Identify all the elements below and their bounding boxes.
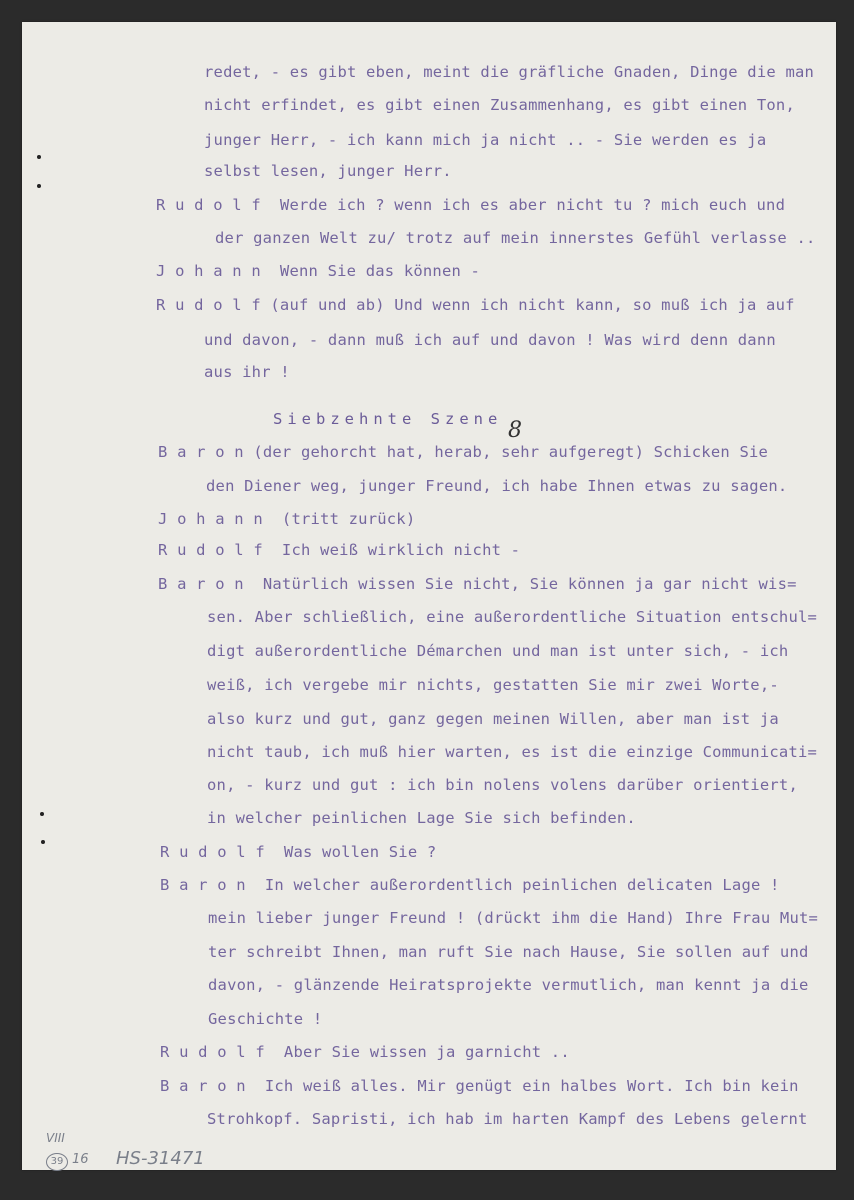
- archive-volume: VIII: [46, 1131, 65, 1145]
- text-line: junger Herr, - ich kann mich ja nicht .. - Sie werden es ja: [204, 131, 767, 149]
- text-line: redet, - es gibt eben, meint die gräfliche Gnaden, Dinge die man: [204, 63, 815, 81]
- text-line: sen. Aber schließlich, eine außerordentliche Situation entschul=: [207, 608, 818, 626]
- text-line: und davon, - dann muß ich auf und davon ! Was wird denn dann: [204, 331, 776, 349]
- speaker-line: R u d o l f Aber Sie wissen ja garnicht ..: [160, 1043, 570, 1061]
- margin-dot: [37, 184, 41, 188]
- speaker-line: J o h a n n Wenn Sie das können -: [156, 262, 481, 280]
- text-line: also kurz und gut, ganz gegen meinen Willen, aber man ist ja: [207, 710, 779, 728]
- correction-mark: 8: [508, 418, 522, 443]
- text-line: den Diener weg, junger Freund, ich habe Ihnen etwas zu sagen.: [206, 477, 788, 495]
- text-line: nicht taub, ich muß hier warten, es ist die einzige Communicati=: [207, 743, 818, 761]
- archive-signature: HS-31471: [116, 1148, 205, 1169]
- archive-page: 16: [72, 1152, 89, 1167]
- text-line: aus ihr !: [204, 363, 290, 381]
- speaker-line: B a r o n In welcher außerordentlich peinlichen delicaten Lage !: [160, 876, 780, 894]
- speaker-line: R u d o l f Werde ich ? wenn ich es aber nicht tu ? mich euch und: [156, 196, 786, 214]
- speaker-line: B a r o n Ich weiß alles. Mir genügt ein halbes Wort. Ich bin kein: [160, 1077, 799, 1095]
- speaker-line: J o h a n n (tritt zurück): [158, 510, 416, 528]
- speaker-line: R u d o l f Was wollen Sie ?: [160, 843, 437, 861]
- text-line: selbst lesen, junger Herr.: [204, 162, 452, 180]
- scene-title: Siebzehnte Szene: [273, 410, 503, 428]
- margin-dot: [41, 840, 45, 844]
- speaker-line: B a r o n (der gehorcht hat, herab, sehr aufgeregt) Schicken Sie: [158, 443, 769, 461]
- speaker-line: B a r o n Natürlich wissen Sie nicht, Sie können ja gar nicht wis=: [158, 575, 797, 593]
- text-line: Geschichte !: [208, 1010, 323, 1028]
- text-line: ter schreibt Ihnen, man ruft Sie nach Hause, Sie sollen auf und: [208, 943, 809, 961]
- text-line: nicht erfindet, es gibt einen Zusammenhang, es gibt einen Ton,: [204, 96, 795, 114]
- text-line: mein lieber junger Freund ! (drückt ihm die Hand) Ihre Frau Mut=: [208, 909, 819, 927]
- text-line: on, - kurz und gut : ich bin nolens volens darüber orientiert,: [207, 776, 798, 794]
- document-page: [22, 22, 836, 1170]
- margin-dot: [37, 155, 41, 159]
- speaker-line: R u d o l f (auf und ab) Und wenn ich nicht kann, so muß ich ja auf: [156, 296, 795, 314]
- text-line: der ganzen Welt zu/ trotz auf mein innerstes Gefühl verlasse ..: [215, 229, 816, 247]
- margin-dot: [40, 812, 44, 816]
- archive-circled-number: 39: [46, 1153, 68, 1171]
- text-line: Strohkopf. Sapristi, ich hab im harten Kampf des Lebens gelernt: [207, 1110, 808, 1128]
- text-line: weiß, ich vergebe mir nichts, gestatten Sie mir zwei Worte,-: [207, 676, 779, 694]
- text-line: in welcher peinlichen Lage Sie sich befinden.: [207, 809, 636, 827]
- text-line: davon, - glänzende Heiratsprojekte vermutlich, man kennt ja die: [208, 976, 809, 994]
- text-line: digt außerordentliche Démarchen und man ist unter sich, - ich: [207, 642, 789, 660]
- speaker-line: R u d o l f Ich weiß wirklich nicht -: [158, 541, 521, 559]
